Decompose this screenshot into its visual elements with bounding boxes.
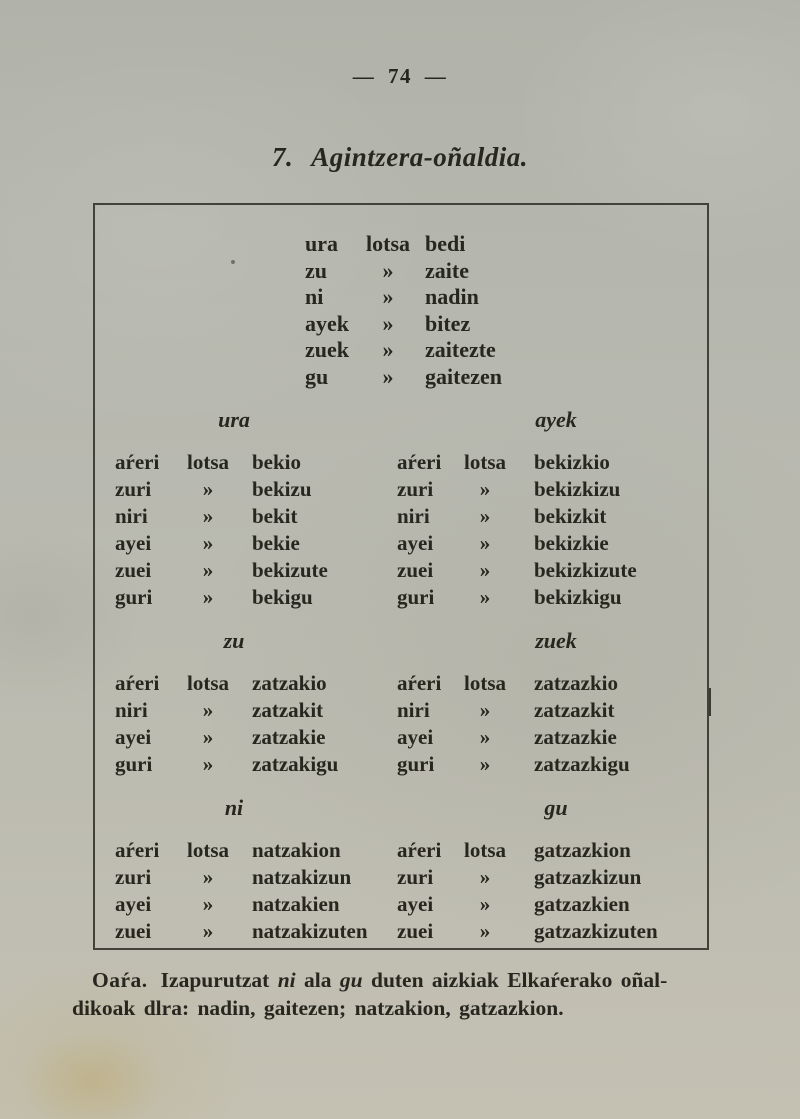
section-title	[0, 142, 800, 173]
ditto-mark: lotsa	[464, 450, 506, 474]
section-title-number: 7.	[271, 142, 294, 172]
intro-table	[305, 231, 707, 390]
intro-row	[305, 231, 707, 258]
verb-form: bekizu	[252, 477, 312, 501]
verb-form: zaitezte	[425, 337, 496, 362]
emphasized-word: gu	[339, 968, 363, 992]
verb-form: bekizkie	[534, 531, 609, 555]
verb-form: zatzakigu	[252, 752, 339, 776]
footnote-label: Oaŕa.	[92, 968, 148, 992]
paradigm-row	[397, 584, 689, 611]
intro-row	[305, 284, 707, 311]
ditto-mark: »	[202, 585, 214, 609]
verb-form: bekie	[252, 531, 300, 555]
paradigm-row	[397, 724, 689, 751]
ditto-mark: »	[479, 892, 491, 916]
paradigm-row	[115, 864, 377, 891]
pronoun: zuei	[397, 919, 434, 943]
intro-row	[305, 311, 707, 338]
paradigm-row	[115, 837, 377, 864]
verb-form: zatzazkigu	[534, 752, 630, 776]
ditto-mark: »	[202, 892, 214, 916]
pronoun: aŕeri	[397, 838, 442, 862]
pronoun: zuri	[397, 865, 434, 889]
verb-form: gatzazkion	[534, 838, 631, 862]
ditto-mark: »	[479, 531, 491, 555]
ditto-mark: »	[202, 531, 214, 555]
pronoun: niri	[115, 698, 148, 722]
ditto-mark: »	[479, 865, 491, 889]
ditto-mark: »	[202, 504, 214, 528]
ditto-mark: »	[202, 698, 214, 722]
paradigm-row	[115, 697, 377, 724]
pronoun: aŕeri	[115, 838, 160, 862]
verb-form: bekizute	[252, 558, 328, 582]
paradigm-row	[397, 837, 689, 864]
ditto-mark: »	[479, 752, 491, 776]
verb-form: bekizkigu	[534, 585, 622, 609]
paradigm-row	[115, 476, 377, 503]
paradigm-row	[115, 751, 377, 778]
paradigm-row	[397, 864, 689, 891]
ditto-mark: »	[479, 504, 491, 528]
paradigm-right	[397, 778, 689, 945]
emphasized-word: ni	[277, 968, 296, 992]
pronoun: ayei	[115, 531, 152, 555]
paradigm-row	[397, 503, 689, 530]
verb-form: bekizkio	[534, 450, 610, 474]
verb-form: gatzazkizuten	[534, 919, 658, 943]
pronoun: guri	[115, 752, 153, 776]
ditto-mark: »	[202, 865, 214, 889]
page-number: — 74 —	[352, 64, 448, 88]
pronoun: guri	[115, 585, 153, 609]
ditto-mark: »	[202, 752, 214, 776]
ditto-mark: »	[202, 477, 214, 501]
pronoun: niri	[397, 504, 430, 528]
paradigm-row	[397, 918, 689, 945]
ditto-mark: lotsa	[187, 450, 229, 474]
verb-form: bekit	[252, 504, 298, 528]
intro-row	[305, 258, 707, 285]
conjugation-table-frame	[93, 203, 709, 950]
paradigm-row	[397, 476, 689, 503]
footnote-line-2: dikoak dlra: nadin, gaitezen; natzakion, gatzazkion.	[72, 996, 564, 1020]
paradigm-row	[115, 891, 377, 918]
paradigm-row	[397, 670, 689, 697]
pronoun: zuri	[115, 865, 152, 889]
paradigm-row	[397, 891, 689, 918]
footnote-text: ala	[295, 968, 340, 992]
scan-border-artifact	[709, 688, 711, 716]
paradigm-header: zu	[223, 628, 245, 653]
verb-form: zatzakio	[252, 671, 327, 695]
paradigm-header: ura	[218, 407, 250, 432]
verb-form: bekizkizu	[534, 477, 621, 501]
verb-form: bekizkit	[534, 504, 607, 528]
verb-form: bekizkizute	[534, 558, 637, 582]
ditto-mark: lotsa	[366, 231, 410, 256]
paradigm-row	[397, 751, 689, 778]
footnote-text: duten aizkiak Elkaŕerako oñal-	[362, 968, 668, 992]
pronoun: zuei	[115, 919, 152, 943]
ditto-mark: »	[382, 337, 394, 362]
section-title-text: Agintzera-oñaldia.	[311, 142, 529, 172]
paper-stain	[28, 1028, 168, 1119]
pronoun: zuek	[305, 337, 349, 362]
ditto-mark: »	[479, 558, 491, 582]
pronoun: niri	[115, 504, 148, 528]
ditto-mark: »	[382, 310, 394, 336]
ditto-mark: »	[382, 257, 394, 283]
paradigm-right	[397, 611, 689, 778]
pronoun: zu	[305, 257, 327, 283]
pronoun: ayei	[397, 531, 434, 555]
pronoun: zuri	[397, 477, 434, 501]
footnote-text: Izapurutzat	[160, 968, 278, 992]
paradigm-row	[115, 503, 377, 530]
verb-form: bekio	[252, 450, 302, 474]
verb-form: natzakizun	[252, 865, 352, 889]
pronoun: guri	[397, 585, 435, 609]
pronoun: zuri	[115, 477, 152, 501]
paradigm-sections	[95, 390, 707, 945]
paradigm-row	[115, 918, 377, 945]
pronoun: ni	[305, 284, 324, 309]
pronoun: aŕeri	[397, 450, 442, 474]
footnote-line-1	[72, 966, 752, 994]
ditto-mark: »	[479, 698, 491, 722]
pronoun: zuei	[115, 558, 152, 582]
paradigm-row	[397, 557, 689, 584]
verb-form: natzakien	[252, 892, 340, 916]
ditto-mark: lotsa	[187, 838, 229, 862]
paradigm-row	[115, 724, 377, 751]
verb-form: zatzakit	[252, 698, 324, 722]
intro-row	[305, 337, 707, 364]
intro-row	[305, 364, 707, 391]
pronoun: ayei	[397, 725, 434, 749]
pronoun: ura	[305, 231, 338, 256]
paradigm-row	[397, 449, 689, 476]
ditto-mark: »	[202, 919, 214, 943]
paradigm-header: ayek	[535, 407, 577, 432]
pronoun: aŕeri	[115, 450, 160, 474]
pronoun: zuei	[397, 558, 434, 582]
paradigm-row	[115, 670, 377, 697]
verb-form: zatzazkie	[534, 725, 617, 749]
pronoun: ayei	[115, 892, 152, 916]
paradigm-pair	[95, 611, 707, 778]
verb-form: gatzazkizun	[534, 865, 642, 889]
pronoun: gu	[305, 363, 329, 389]
pronoun: niri	[397, 698, 430, 722]
verb-form: bekigu	[252, 585, 313, 609]
paradigm-row	[397, 530, 689, 557]
ditto-mark: »	[202, 725, 214, 749]
paradigm-right	[397, 390, 689, 611]
verb-form: gatzazkien	[534, 892, 630, 916]
ditto-mark: »	[382, 363, 394, 389]
verb-form: zatzazkit	[534, 698, 615, 722]
pronoun: aŕeri	[397, 671, 442, 695]
paradigm-left	[115, 390, 377, 611]
pronoun: ayei	[397, 892, 434, 916]
pronoun: guri	[397, 752, 435, 776]
ditto-mark: »	[479, 585, 491, 609]
ditto-mark: »	[479, 725, 491, 749]
ditto-mark: »	[202, 558, 214, 582]
ditto-mark: lotsa	[187, 671, 229, 695]
paradigm-row	[115, 530, 377, 557]
verb-form: bedi	[425, 231, 466, 256]
paradigm-left	[115, 778, 377, 945]
paradigm-pair	[95, 778, 707, 945]
paradigm-left	[115, 611, 377, 778]
verb-form: zatzakie	[252, 725, 326, 749]
ditto-mark: lotsa	[464, 838, 506, 862]
verb-form: gaitezen	[425, 363, 502, 389]
ditto-mark: lotsa	[464, 671, 506, 695]
ditto-mark: »	[479, 919, 491, 943]
pronoun: ayei	[115, 725, 152, 749]
paradigm-header: gu	[544, 795, 568, 820]
paradigm-header: ni	[224, 795, 244, 820]
paradigm-row	[115, 449, 377, 476]
verb-form: zaite	[425, 257, 469, 283]
ditto-mark: »	[382, 284, 394, 309]
verb-form: zatzazkio	[534, 671, 618, 695]
verb-form: natzakion	[252, 838, 341, 862]
paradigm-row	[115, 557, 377, 584]
ditto-mark: »	[479, 477, 491, 501]
paradigm-header: zuek	[535, 628, 577, 653]
scan-speck	[231, 260, 235, 264]
paradigm-row	[397, 697, 689, 724]
verb-form: bitez	[425, 310, 471, 336]
pronoun: ayek	[305, 310, 349, 336]
footnote	[72, 966, 752, 1022]
paradigm-row	[115, 584, 377, 611]
pronoun: aŕeri	[115, 671, 160, 695]
verb-form: nadin	[425, 284, 479, 309]
paradigm-pair	[95, 390, 707, 611]
verb-form: natzakizuten	[252, 919, 368, 943]
